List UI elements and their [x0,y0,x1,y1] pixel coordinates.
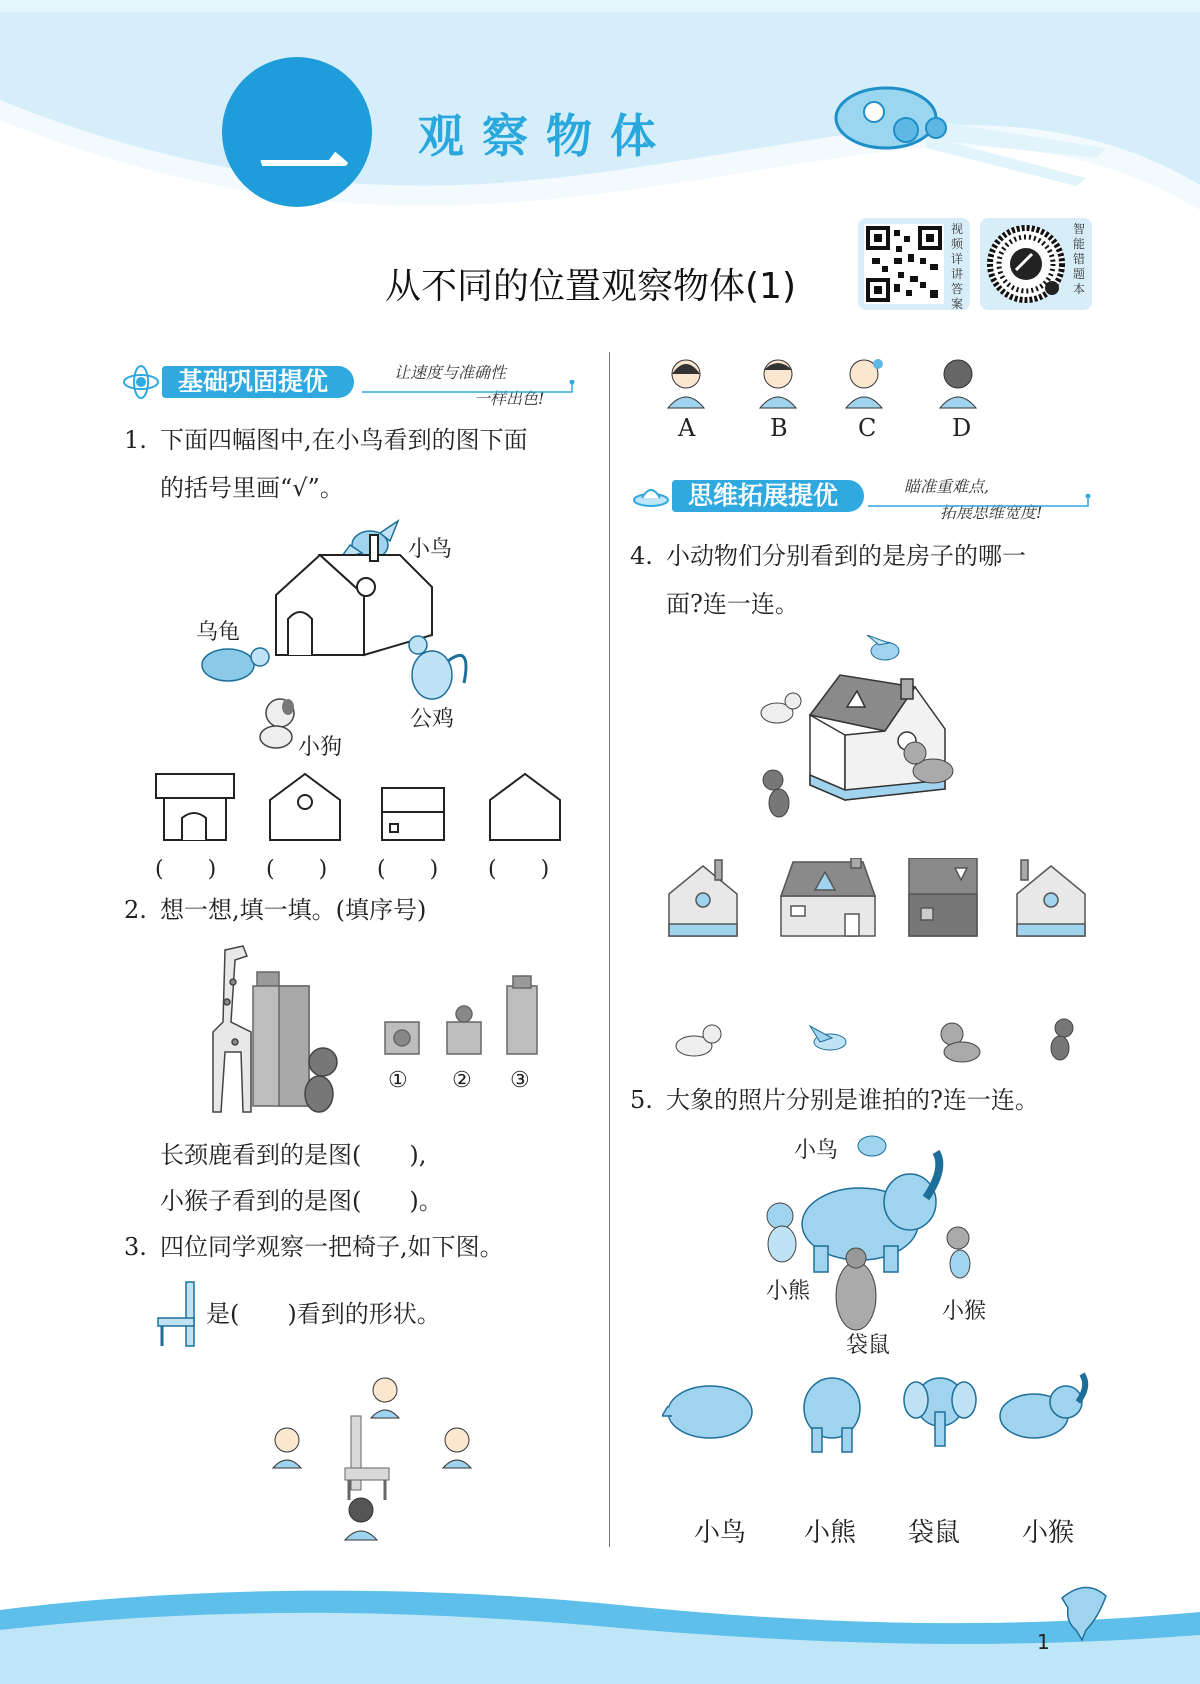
turtle-icon [202,648,269,681]
house-top-view [909,858,977,936]
qr-mistake-notebook[interactable] [980,218,1092,310]
student-left-icon [273,1428,301,1468]
student-d-icon [940,360,976,408]
label-dog: 小狗 [298,735,343,760]
q5-text: 大象的照片分别是谁拍的?连一连。 [666,1086,1039,1114]
question-4 [630,532,1100,628]
slogan-line2: 拓展思维宽度! [940,503,1043,522]
house-back-view [1017,860,1085,936]
rocket-robot-illustration [826,78,1116,198]
student-bottom-icon [345,1498,377,1540]
elephant-side-view [1000,1374,1085,1438]
giraffe-icon [213,946,251,1112]
label-monkey: 小猴 [942,1299,987,1324]
lesson-title: 从不同的位置观察物体(1) [385,266,796,307]
q2-number: 2. [124,896,147,924]
bottom-name-1: 小鸟 [694,1518,747,1548]
view-option-2 [447,1006,481,1054]
q1-text-line1: 下面四幅图中,在小鸟看到的图下面 [160,426,528,454]
q2-text: 想一想,填一填。(填序号) [160,896,427,924]
q2-giraffe-monkey-scene [195,942,555,1122]
house-front-door-view [781,858,875,936]
monkey-icon [947,1227,970,1278]
chair-icon [345,1416,389,1500]
page-number: 1 [1037,1630,1050,1654]
q2-answer-line1[interactable]: 长颈鹿看到的是图( ), [160,1141,427,1169]
view-option-3 [507,976,537,1054]
chapter-title: 观察物体 [418,109,674,163]
q2-option-2: ② [452,1068,472,1093]
student-c-icon [846,359,883,408]
student-top-icon [371,1378,399,1418]
q4-text-line1: 小动物们分别看到的是房子的哪一 [666,542,1026,570]
house-side-window-view [669,860,737,936]
section-banner-extension [632,477,1092,522]
choice-a: A [678,414,696,442]
q1-blank-2[interactable]: ( ) [266,857,328,882]
q1-view-options [150,770,570,845]
q1-blank-3[interactable]: ( ) [377,857,439,882]
qr-video-answers[interactable] [858,218,970,310]
q2-answer-line2[interactable]: 小猴子看到的是图( )。 [160,1187,443,1215]
q1-blank-1[interactable]: ( ) [155,857,217,882]
house-side-window-icon [270,774,340,840]
house-back-icon [490,774,560,840]
qr-video-caption: 视频详讲答案 [951,222,964,311]
student-b-icon [760,360,796,408]
bottom-name-2: 小熊 [804,1518,857,1548]
choice-d: D [952,414,972,442]
q4-house-views [665,858,1095,938]
block-stack-icon [253,972,309,1106]
bird-icon [867,635,899,660]
elephant-top-view [662,1386,752,1438]
chair-side-icon [156,1280,204,1350]
section-label: 基础巩固提优 [162,366,354,398]
house-top-view-icon [382,788,444,840]
slogan-line1: 让速度与准确性 [394,363,507,382]
question-3 [124,1223,604,1271]
house-front-door-icon [156,774,234,840]
q3-sentence[interactable]: 是( )看到的形状。 [206,1300,441,1328]
bottom-name-4: 小猴 [1022,1518,1075,1548]
view-option-1 [385,1022,419,1054]
label-turtle: 乌龟 [196,620,241,645]
mini-program-code-icon [986,224,1066,304]
label-rooster: 公鸡 [410,707,455,732]
q1-number: 1. [124,426,147,454]
choice-c: C [858,414,877,442]
question-1 [124,416,604,512]
section-banner-basic [122,363,582,408]
bottom-name-3: 袋鼠 [908,1518,961,1548]
atom-icon [122,364,160,400]
elephant-front-view [904,1378,976,1446]
choice-b: B [770,414,788,442]
q3-chair-observers-scene [265,1368,485,1548]
slogan-underline [362,380,582,398]
label-bird: 小鸟 [794,1138,839,1163]
question-2 [124,886,604,934]
label-kangaroo: 袋鼠 [846,1333,891,1358]
section-label: 思维拓展提优 [672,480,864,512]
q1-text-line2: 的括号里画“√”。 [160,474,344,502]
qr-notebook-caption: 智能错题本 [1073,222,1086,296]
ufo-icon [632,478,670,514]
q4-text-line2: 面?连一连。 [666,590,799,618]
q4-house-scene [755,635,985,825]
elephant-back-view [804,1378,860,1452]
q2-option-3: ③ [510,1068,530,1093]
q3-students-abcd [660,352,1000,412]
q2-option-1: ① [388,1068,408,1093]
question-5 [630,1076,1100,1124]
label-bear: 小熊 [766,1279,811,1304]
monkey-icon [1051,1019,1073,1060]
bird-icon [858,1136,886,1156]
monkey-icon [763,770,789,817]
kangaroo-icon [836,1248,876,1330]
dog-icon [260,699,294,748]
qr-code-icon [864,224,944,304]
q4-number: 4. [630,542,653,570]
elephant-icon [802,1152,939,1272]
dog-icon [761,693,801,723]
q3-text: 四位同学观察一把椅子,如下图。 [160,1233,504,1261]
student-right-icon [443,1428,471,1468]
column-divider [609,352,610,1547]
rooster-icon [409,636,466,699]
label-bird: 小鸟 [408,537,453,562]
monkey-icon [305,1048,337,1112]
q3-number: 3. [124,1233,147,1261]
dog-icon [676,1025,721,1056]
bird-icon [810,1026,846,1050]
q4-animals-row [670,1012,1090,1067]
bear-icon [767,1203,796,1262]
slogan-line1: 瞄准重难点, [904,477,990,496]
q1-blank-4[interactable]: ( ) [488,857,550,882]
slogan-underline [868,494,1098,512]
q5-number: 5. [630,1086,653,1114]
student-a-icon [668,360,704,408]
cat-icon [941,1023,980,1062]
dolphin-icon [1056,1578,1116,1644]
q5-elephant-photos [662,1372,1092,1462]
slogan-line2: 一样出色! [474,389,545,408]
chapter-number: 一 [258,116,351,223]
